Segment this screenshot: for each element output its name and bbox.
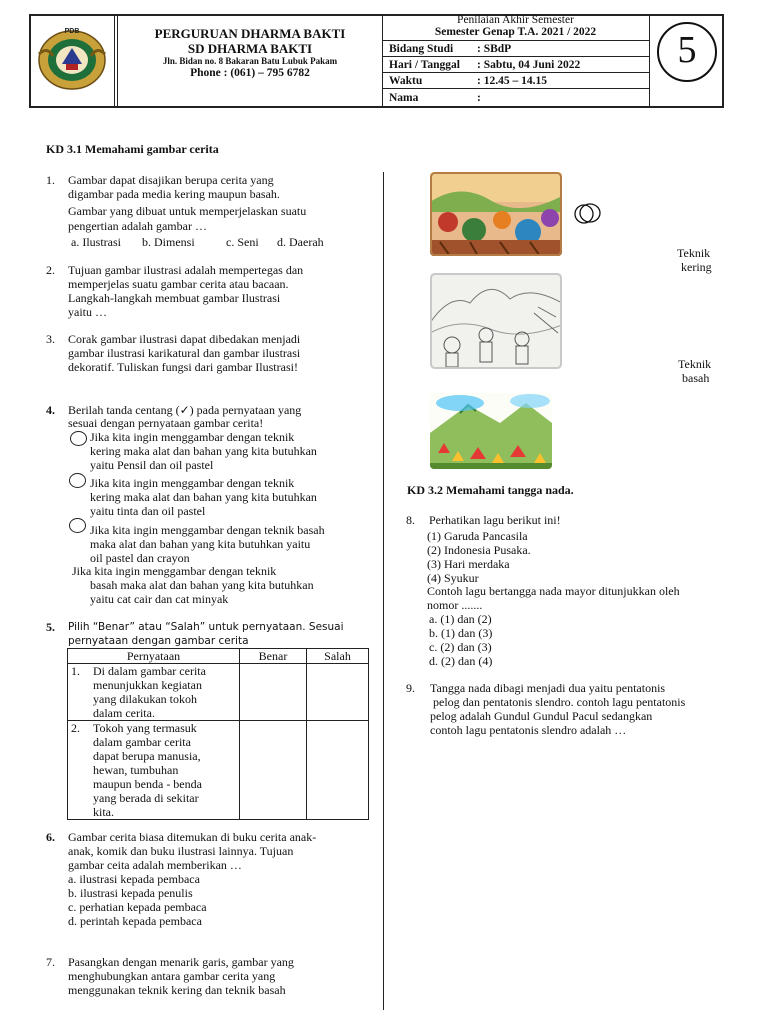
illustration-dry-technique[interactable] — [430, 172, 562, 256]
row-value-name: : — [477, 92, 481, 104]
column-divider — [383, 172, 384, 1010]
q2-number: 2. — [46, 263, 55, 277]
q4-statement-line: basah maka alat dan bahan yang kita butuhkan — [90, 578, 314, 592]
table-row-text — [93, 664, 233, 720]
q6-option-a[interactable]: a. ilustrasi kepada pembaca — [68, 872, 200, 886]
header-row-line — [382, 56, 649, 57]
q1-line: Gambar yang dibuat untuk memperjelaskan suatu — [68, 204, 307, 218]
q9-line: pelog dan pentatonis slendro. contoh lagu pentatonis — [430, 695, 686, 709]
q1-option-c[interactable]: c. Seni — [226, 235, 259, 249]
table-row — [68, 664, 369, 721]
table-row-line: kita. — [93, 805, 114, 819]
q4-statement-line: oil pastel dan crayon — [90, 551, 190, 565]
table-row-line: dalam cerita. — [93, 706, 155, 720]
q5-line: Pilih “Benar” atau “Salah” untuk pernyataan. Sesuai — [68, 621, 344, 633]
q3-line: Corak gambar ilustrasi dapat dibedakan menjadi — [68, 332, 301, 346]
q8-line: Contoh lagu bertangga nada mayor ditunjukkan oleh — [427, 584, 680, 598]
table-row-number: 2. — [71, 721, 80, 735]
q8-number: 8. — [406, 513, 415, 527]
q8-line: nomor ....... — [427, 598, 483, 612]
label-teknik-basah: Teknik — [678, 357, 712, 371]
q1-line: pengertian adalah gambar … — [68, 219, 207, 233]
q7-line: Pasangkan dengan menarik garis, gambar yang — [68, 955, 294, 969]
exam-semester: Semester Genap T.A. 2021 / 2022 — [434, 26, 597, 38]
kd-3-1-title: KD 3.1 Memahami gambar cerita — [46, 142, 219, 156]
table-row-line: maupun benda - benda — [93, 777, 202, 791]
row-label-date: Hari / Tanggal — [389, 59, 460, 71]
q8-option-a[interactable]: a. (1) dan (2) — [429, 612, 492, 626]
q4-checkbox[interactable] — [70, 431, 87, 446]
q8-song: (4) Syukur — [427, 571, 479, 585]
q5-line: pernyataan dengan gambar cerita — [68, 635, 249, 647]
q9-line: contoh lagu pentatonis slendro adalah … — [430, 723, 627, 737]
q8-song: (1) Garuda Pancasila — [427, 529, 528, 543]
q6-option-d[interactable]: d. perintah kepada pembaca — [68, 914, 202, 928]
table-header-benar: Benar — [240, 649, 307, 664]
q6-line: Gambar cerita biasa ditemukan di buku cerita anak- — [68, 830, 317, 844]
table-row-line: menunjukkan kegiatan — [93, 678, 202, 692]
q8-intro: Perhatikan lagu berikut ini! — [429, 513, 561, 527]
illustration-sketch[interactable] — [430, 273, 562, 369]
table-row — [68, 721, 369, 820]
table-cell-salah[interactable] — [307, 721, 369, 820]
table-cell-benar[interactable] — [240, 721, 307, 820]
q7-number: 7. — [46, 955, 55, 969]
table-row-line: Tokoh yang termasuk — [93, 721, 197, 735]
q4-statement-line: yaitu tinta dan oil pastel — [90, 504, 206, 518]
row-value-subject: : SBdP — [477, 43, 512, 55]
table-cell-salah[interactable] — [307, 664, 369, 721]
illustration-wet-technique[interactable] — [430, 393, 552, 469]
q8-option-b[interactable]: b. (1) dan (3) — [429, 626, 493, 640]
table-row-line: Di dalam gambar cerita — [93, 664, 206, 678]
label-teknik-kering: kering — [681, 260, 712, 274]
q9-line: Tangga nada dibagi menjadi dua yaitu pentatonis — [430, 681, 666, 695]
q4-statement-line: yaitu cat cair dan cat minyak — [90, 592, 229, 606]
q6-number: 6. — [46, 830, 55, 844]
grade-number: 5 — [677, 29, 697, 71]
q2-line: yaitu … — [68, 305, 107, 319]
table-row-line: yang berada di sekitar — [93, 791, 199, 805]
q1-option-a[interactable]: a. Ilustrasi — [71, 235, 121, 249]
table-row-line: yang dilakukan tokoh — [93, 692, 197, 706]
q4-statement-line: Jika kita ingin menggambar dengan teknik basah — [90, 523, 325, 537]
q4-checkbox[interactable] — [69, 473, 86, 488]
q1-number: 1. — [46, 173, 55, 187]
q4-statement-line: Jika kita ingin menggambar dengan teknik — [90, 476, 295, 490]
logo-text: PDB — [64, 28, 80, 35]
q4-statement-line: yaitu Pensil dan oil pastel — [90, 458, 214, 472]
q5-number: 5. — [46, 620, 55, 634]
q6-option-c[interactable]: c. perhatian kepada pembaca — [68, 900, 207, 914]
q3-line: dekoratif. Tuliskan fungsi dari gambar Ilustrasi! — [68, 360, 298, 374]
table-cell-statement — [68, 664, 240, 721]
q1-line: digambar pada media kering maupun basah. — [68, 187, 280, 201]
table-row-number: 1. — [71, 664, 80, 678]
exam-title: Penilaian Akhir Semester — [457, 14, 574, 26]
label-teknik-basah: basah — [682, 371, 710, 385]
school-address: Jln. Bidan no. 8 Bakaran Batu Lubuk Pakam — [162, 56, 338, 66]
table-cell-benar[interactable] — [240, 664, 307, 721]
q2-line: Langkah-langkah membuat gambar Ilustrasi — [68, 291, 281, 305]
table-row-line: dalam gambar cerita — [93, 735, 191, 749]
table-header-salah: Salah — [307, 649, 369, 664]
q3-number: 3. — [46, 332, 55, 346]
school-subname: SD DHARMA BAKTI — [187, 41, 313, 56]
q6-option-b[interactable]: b. ilustrasi kepada penulis — [68, 886, 193, 900]
q9-line: pelog adalah Gundul Gundul Pacul sedangkan — [430, 709, 653, 723]
row-value-date: : Sabtu, 04 Juni 2022 — [477, 59, 581, 71]
header-divider — [114, 14, 115, 108]
q1-option-d[interactable]: d. Daerah — [277, 235, 324, 249]
header-row-line — [382, 40, 649, 41]
label-teknik-kering: Teknik — [677, 246, 711, 260]
q4-statement-line: Jika kita ingin menggambar dengan teknik — [90, 430, 295, 444]
row-label-time: Waktu — [389, 75, 423, 87]
q8-option-c[interactable]: c. (2) dan (3) — [429, 640, 492, 654]
q8-song: (2) Indonesia Pusaka. — [427, 543, 531, 557]
table-row-text — [93, 721, 233, 819]
q4-statement-line: kering maka alat dan bahan yang kita butuhkan — [90, 490, 317, 504]
header-row-line — [382, 72, 649, 73]
q4-statement-line: kering maka alat dan bahan yang kita butuhkan — [90, 444, 317, 458]
q6-line: anak, komik dan buku ilustrasi lainnya. Tujuan — [68, 844, 294, 858]
row-label-subject: Bidang Studi — [389, 43, 454, 55]
matching-dots-icon — [572, 202, 604, 226]
q4-checkbox[interactable] — [69, 518, 86, 533]
table-row-line: hewan, tumbuhan — [93, 763, 179, 777]
kd-3-2-title: KD 3.2 Memahami tangga nada. — [407, 483, 574, 497]
q3-line: gambar ilustrasi karikatural dan gambar ilustrasi — [68, 346, 301, 360]
q1-line: Gambar dapat disajikan berupa cerita yang — [68, 173, 274, 187]
school-name: PERGURUAN DHARMA BAKTI — [154, 26, 346, 41]
school-logo — [33, 24, 111, 92]
table-header-pernyataan: Pernyataan — [68, 649, 240, 664]
table-cell-statement — [68, 721, 240, 820]
header-row-line — [382, 88, 649, 89]
q9-number: 9. — [406, 681, 415, 695]
header-divider — [649, 14, 650, 108]
q4-statement-line: Jika kita ingin menggambar dengan teknik — [72, 564, 277, 578]
q4-line: sesuai dengan pernyataan gambar cerita! — [68, 416, 264, 430]
q1-option-b[interactable]: b. Dimensi — [142, 235, 195, 249]
q4-statement-line: maka alat dan bahan yang kita butuhkan yaitu — [90, 537, 311, 551]
table-row-line: dapat berupa manusia, — [93, 749, 201, 763]
q8-song: (3) Hari merdaka — [427, 557, 510, 571]
q8-option-d[interactable]: d. (2) dan (4) — [429, 654, 493, 668]
school-phone: Phone : (061) – 795 6782 — [190, 67, 310, 79]
q2-line: memperjelas suatu gambar cerita atau bacaan. — [68, 277, 289, 291]
q7-line: menggunakan teknik kering dan teknik basah — [68, 983, 286, 997]
row-value-time: : 12.45 – 14.15 — [477, 75, 547, 87]
q5-statement-table — [67, 648, 369, 820]
q6-line: gambar ceita adalah memberikan … — [68, 858, 242, 872]
q7-line: menghubungkan antara gambar cerita yang — [68, 969, 276, 983]
q4-line: Berilah tanda centang (✓) pada pernyataan yang — [68, 403, 302, 417]
q4-number: 4. — [46, 403, 55, 417]
row-label-name: Nama — [389, 92, 419, 104]
q2-line: Tujuan gambar ilustrasi adalah mempertegas dan — [68, 263, 304, 277]
